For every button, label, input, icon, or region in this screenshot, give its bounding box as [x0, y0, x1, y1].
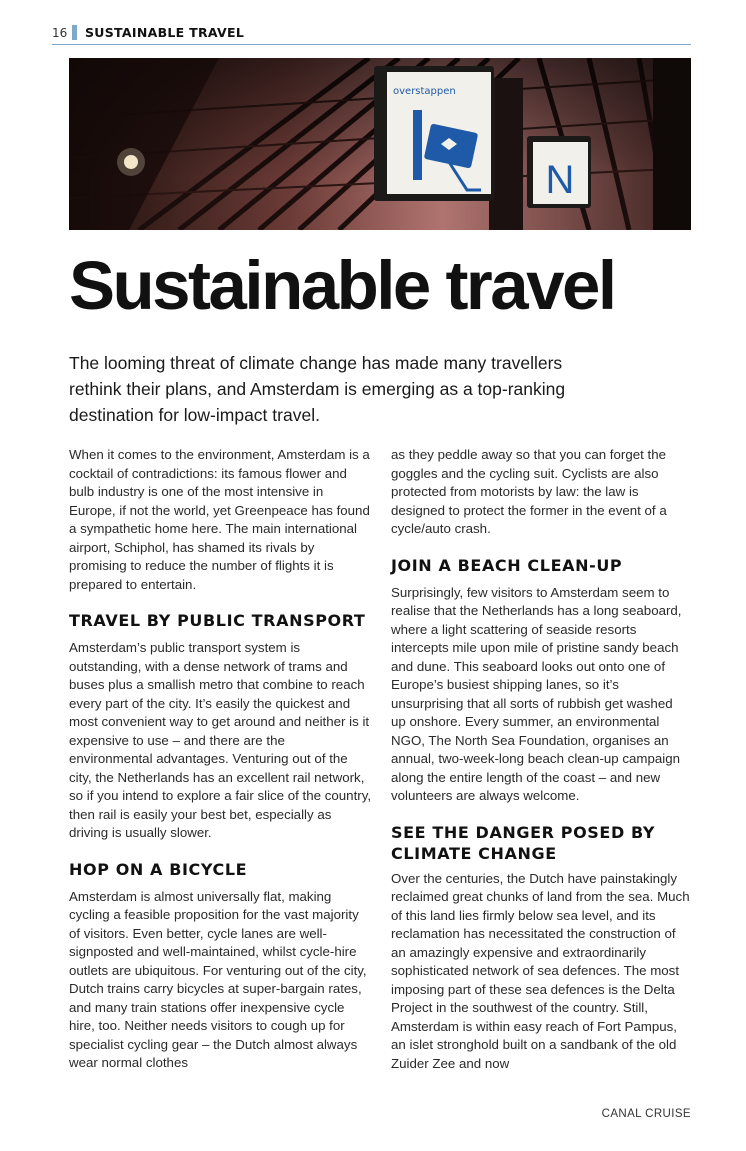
station-roof-image: [69, 58, 691, 230]
hero-photo: [69, 58, 691, 230]
body-public-transport: Amsterdam’s public transport system is outstanding, with a dense network of trams and buses plus a smallish metro that combine to reach every part of the city. It’s easily the quickest and most convenient way to get around and neither is it expensive to use – and there are the environmental advantages. Venturing out of the city, the Netherlands has an excellent rail network, so if you intend to explore a fair slice of the country, then rail is easily your best bet, especially as driving is usually slower.: [69, 640, 372, 840]
heading-public-transport: TRAVEL BY PUBLIC TRANSPORT: [69, 611, 366, 630]
left-column: [69, 446, 372, 1073]
platform-sign: [527, 136, 591, 208]
sign-label: overstappen: [393, 86, 456, 97]
heading-beach-clean-up: JOIN A BEACH CLEAN-UP: [391, 555, 623, 575]
body-beach-clean-up: Surprisingly, few visitors to Amsterdam seem to realise that the Netherlands has a long seaboard, where a light scattering of seaside resorts intercepts mile upon mile of pristine sandy beach and dune. This seaboard looks out onto one of Europe’s busiest shipping lanes, so it’s unsurprising that all sorts of rubbish get washed up onshore. Every summer, an environmental NGO, The North Sea Foundation, organises an annual, two-week-long beach clean-up campaign along the entire length of the coast – and new volunteers are always welcome.: [391, 584, 682, 803]
continued-paragraph: as they peddle away so that you can forget the goggles and the cycling suit. Cyclists are also protected from motorists by law: the law is designed to protect the former in the event of a cycle/auto crash.: [391, 447, 667, 536]
continuation-label: CANAL CRUISE: [601, 1108, 691, 1120]
body-bicycle: Amsterdam is almost universally flat, making cycling a feasible proposition for the vast majority of visitors. Even better, cycle lanes are well-signposted and well-maintained, whilst cycle-hire outlets are ubiquitous. For venturing out of the city, Dutch trains carry bicycles at super-bargain rates, and many train stations offer inexpensive cycle hire, too. Neither needs visitors to cough up for specialist cycling gear – the Dutch almost always wear normal clothes: [69, 888, 367, 1070]
heading-climate-change: SEE THE DANGER POSED BY CLIMATE CHANGE: [391, 822, 656, 863]
section-title: SUSTAINABLE TRAVEL: [72, 25, 244, 40]
page-title: Sustainable travel: [69, 247, 615, 324]
opening-paragraph: When it comes to the environment, Amsterdam is a cocktail of contradictions: its famous flower and bulb industry is one of the most intensive in Europe, if not the world, yet Greenpeace has found a sympathetic home here. The main international airport, Schiphol, has shamed its rivals by promising to reduce the number of flights it is prepared to entertain.: [69, 447, 370, 592]
running-header: [52, 24, 691, 45]
overstappen-sign: [374, 66, 494, 201]
intro-paragraph: The looming threat of climate change has made many travellers rethink their plans, and Amsterdam is emerging as a top-ranking destination for low-impact travel.: [69, 353, 566, 425]
heading-bicycle: HOP ON A BICYCLE: [69, 859, 248, 879]
platform-letter: N: [545, 158, 575, 202]
right-column: [391, 446, 691, 1073]
body-climate-change: Over the centuries, the Dutch have painstakingly reclaimed great chunks of land from the sea. Much of this land lies firmly below sea level, and its reclamation has necessitated the construction of an amazingly expensive and extraordinarily sophisticated network of sea defences. The most imposing part of these sea defences is the Delta Project in the southwest of the country. Still, Amsterdam is within easy reach of Fort Pampus, an islet stronghold built on a sandbank of the old Zuider Zee and now: [391, 870, 690, 1071]
page-number: 16: [52, 26, 68, 40]
